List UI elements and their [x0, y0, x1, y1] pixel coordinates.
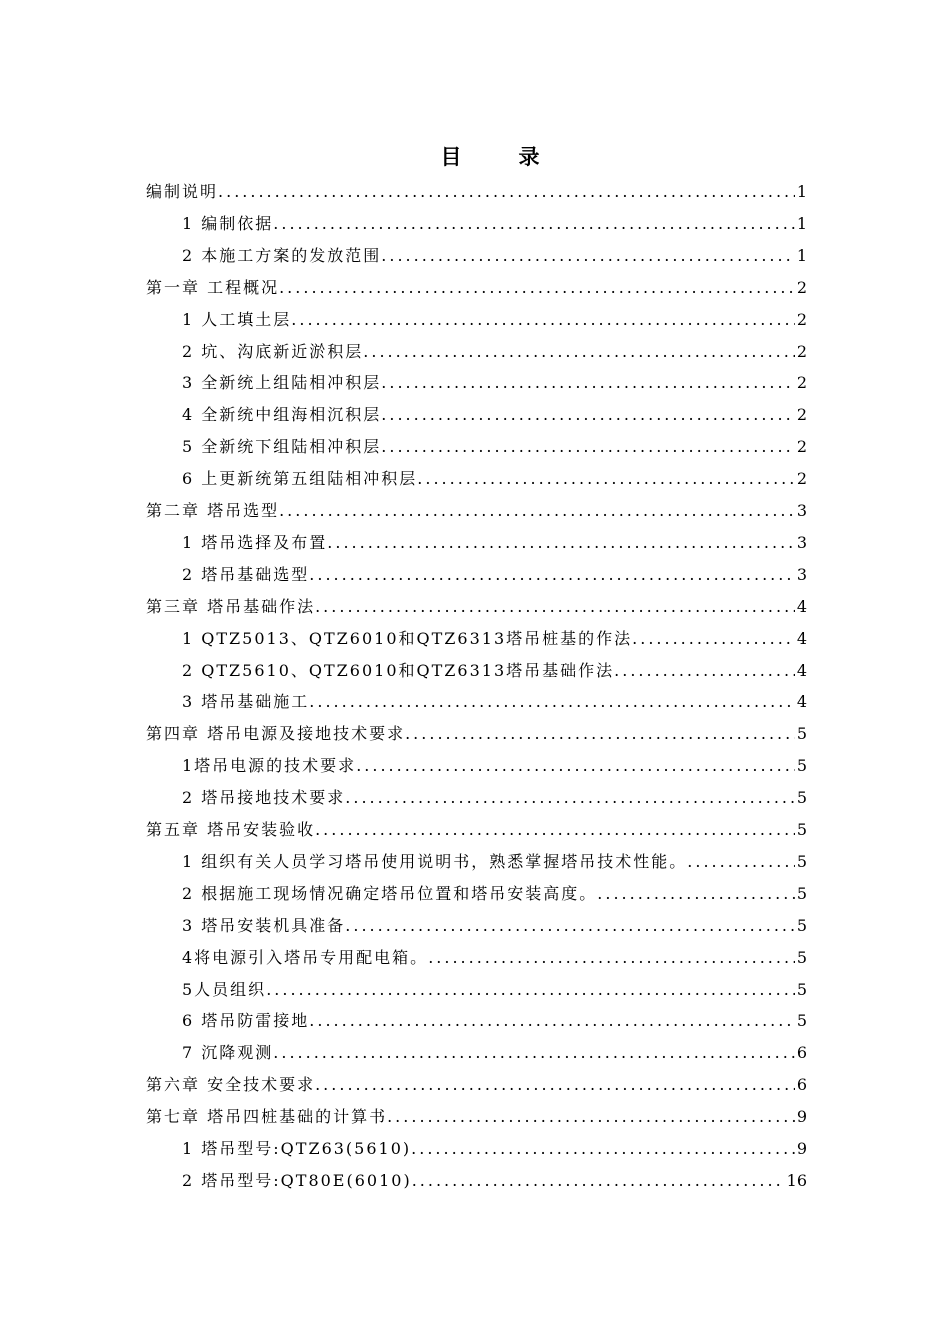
toc-dot-leader [614, 661, 795, 681]
toc-entry-page-number: 5 [796, 979, 807, 999]
toc-entry-label: 3 塔吊基础施工 [182, 692, 310, 712]
toc-dot-leader [327, 533, 795, 553]
toc-entry[interactable] [182, 750, 807, 782]
toc-entry-label: 3 全新统上组陆相冲积层 [182, 373, 382, 393]
toc-entry[interactable] [146, 1069, 807, 1101]
toc-entry-label: 2 QTZ5610、QTZ6010和QTZ6313塔吊基础作法 [182, 660, 615, 680]
toc-entry[interactable] [182, 559, 807, 591]
toc-entry-label: 4将电源引入塔吊专用配电箱。 [182, 947, 429, 967]
toc-entry[interactable] [182, 431, 807, 463]
toc-dot-leader [381, 437, 795, 457]
toc-entry[interactable] [146, 495, 807, 527]
toc-entry-page-number: 1 [796, 213, 807, 233]
toc-entry[interactable] [182, 399, 807, 431]
toc-entry-label: 第七章 塔吊四桩基础的计算书 [146, 1107, 388, 1127]
toc-dot-leader [218, 182, 795, 202]
toc-entry[interactable] [182, 1165, 807, 1197]
toc-dot-leader [405, 724, 795, 744]
toc-entry-page-number: 2 [796, 341, 807, 361]
toc-dot-leader [387, 1107, 795, 1127]
toc-dot-leader [345, 788, 795, 808]
toc-entry-label: 2 根据施工现场情况确定塔吊位置和塔吊安装高度。 [182, 883, 598, 903]
toc-entry-page-number: 5 [796, 1011, 807, 1031]
toc-dot-leader [597, 884, 795, 904]
toc-entry-label: 6 上更新统第五组陆相冲积层 [182, 469, 418, 489]
toc-dot-leader [279, 501, 795, 521]
toc-dot-leader [363, 342, 795, 362]
toc-dot-leader [687, 852, 795, 872]
toc-entry-page-number: 4 [796, 692, 807, 712]
toc-entry-page-number: 2 [796, 277, 807, 297]
toc-entry-label: 1塔吊电源的技术要求 [182, 756, 357, 776]
toc-entry-page-number: 2 [796, 469, 807, 489]
toc-entry-label: 7 沉降观测 [182, 1043, 274, 1063]
toc-dot-leader [291, 310, 795, 330]
toc-entry[interactable] [182, 942, 807, 974]
toc-entry-label: 2 坑、沟底新近淤积层 [182, 341, 364, 361]
toc-entry[interactable] [146, 814, 807, 846]
toc-entry-label: 5人员组织 [182, 979, 267, 999]
toc-entry[interactable] [182, 1133, 807, 1165]
toc-entry-page-number: 5 [796, 851, 807, 871]
toc-entry-page-number: 5 [796, 788, 807, 808]
toc-entry-label: 2 塔吊接地技术要求 [182, 788, 346, 808]
toc-entry-page-number: 5 [796, 915, 807, 935]
toc-entry-page-number: 5 [796, 883, 807, 903]
toc-entry[interactable] [182, 846, 807, 878]
toc-entry-label: 第五章 塔吊安装验收 [146, 820, 316, 839]
toc-dot-leader [381, 246, 795, 266]
toc-entry-label: 第六章 安全技术要求 [146, 1075, 316, 1095]
toc-entry-label: 2 本施工方案的发放范围 [182, 245, 382, 265]
toc-entry[interactable] [182, 208, 807, 240]
toc-entry-page-number: 6 [796, 1043, 807, 1063]
toc-entry-label: 6 塔吊防雷接地 [182, 1011, 310, 1031]
toc-entry-label: 1 塔吊选择及布置 [182, 532, 328, 552]
toc-entry[interactable] [182, 1037, 807, 1069]
toc-entry-label: 1 QTZ5013、QTZ6010和QTZ6313塔吊桩基的作法 [182, 628, 633, 648]
toc-dot-leader [345, 916, 795, 936]
toc-entry[interactable] [182, 686, 807, 718]
toc-entry-page-number: 5 [796, 947, 807, 967]
toc-entry-page-number: 2 [796, 405, 807, 425]
toc-entry-label: 5 全新统下组陆相冲积层 [182, 437, 382, 457]
toc-entry-page-number: 5 [796, 820, 807, 839]
toc-entry-page-number: 5 [796, 724, 807, 744]
toc-dot-leader [381, 373, 795, 393]
toc-entry[interactable] [182, 367, 807, 399]
toc-entry-page-number: 2 [796, 309, 807, 329]
toc-entry-page-number: 3 [796, 501, 807, 520]
toc-entry[interactable] [182, 910, 807, 942]
toc-entry[interactable] [182, 878, 807, 910]
toc-dot-leader [273, 214, 795, 234]
toc-dot-leader [309, 692, 795, 712]
toc-dot-leader [356, 756, 795, 776]
toc-entry[interactable] [182, 336, 807, 368]
toc-entry-label: 4 全新统中组海相沉积层 [182, 405, 382, 425]
toc-dot-leader [632, 629, 795, 649]
toc-dot-leader [309, 1011, 795, 1031]
toc-entry[interactable] [182, 782, 807, 814]
toc-entry[interactable] [146, 1101, 807, 1133]
toc-entry-label: 2 塔吊基础选型 [182, 564, 310, 584]
toc-entry-page-number: 2 [796, 437, 807, 457]
toc-entry[interactable] [182, 623, 807, 655]
toc-entry-page-number: 1 [796, 245, 807, 265]
toc-entry[interactable] [182, 1005, 807, 1037]
toc-entry-page-number: 3 [796, 564, 807, 584]
toc-dot-leader [412, 1171, 785, 1191]
toc-entry-label: 第二章 塔吊选型 [146, 501, 280, 520]
toc-entry[interactable] [182, 463, 807, 495]
toc-entry-page-number: 1 [796, 182, 807, 201]
toc-entry[interactable] [146, 272, 807, 304]
toc-entry-label: 第四章 塔吊电源及接地技术要求 [146, 724, 406, 744]
toc-dot-leader [315, 820, 795, 840]
toc-dot-leader [428, 948, 795, 968]
toc-title: 目 录 [440, 145, 558, 169]
toc-entry[interactable] [146, 718, 807, 750]
toc-dot-leader [273, 1043, 795, 1063]
toc-dot-leader [309, 565, 795, 585]
toc-dot-leader [381, 405, 795, 425]
toc-dot-leader [315, 1075, 795, 1095]
toc-entry[interactable] [182, 304, 807, 336]
toc-entry-page-number: 16 [786, 1170, 807, 1190]
toc-entry-label: 1 编制依据 [182, 213, 274, 233]
toc-entry-label: 1 组织有关人员学习塔吊使用说明书，熟悉掌握塔吊技术性能。 [182, 851, 688, 871]
toc-dot-leader [266, 980, 795, 1000]
toc-dot-leader [411, 1139, 795, 1159]
toc-entry-page-number: 9 [796, 1139, 807, 1158]
toc-entry-page-number: 2 [796, 373, 807, 393]
toc-entry-page-number: 6 [796, 1075, 807, 1095]
toc-entry[interactable] [182, 240, 807, 272]
toc-entry[interactable] [182, 974, 807, 1006]
toc-entry-label: 1 人工填土层 [182, 309, 292, 329]
toc-entry-label: 1 塔吊型号:QTZ63(5610) [182, 1139, 412, 1158]
toc-entry-page-number: 4 [796, 660, 807, 680]
toc-entry[interactable] [182, 527, 807, 559]
toc-entry[interactable] [146, 176, 807, 208]
toc-entry-label: 第三章 塔吊基础作法 [146, 596, 316, 616]
toc-dot-leader [315, 597, 795, 617]
toc-entry-label: 2 塔吊型号:QT80E(6010) [182, 1170, 412, 1190]
toc-entry[interactable] [182, 655, 807, 687]
toc-entry-label: 3 塔吊安装机具准备 [182, 915, 346, 935]
toc-entry-page-number: 4 [796, 596, 807, 616]
toc-entry-page-number: 4 [796, 628, 807, 648]
toc-entry[interactable] [146, 591, 807, 623]
toc-entry-page-number: 5 [796, 756, 807, 776]
toc-entry-page-number: 3 [796, 532, 807, 552]
toc-dot-leader [279, 278, 795, 298]
toc-entry-label: 第一章 工程概况 [146, 277, 280, 297]
toc-dot-leader [417, 469, 795, 489]
toc-entry-page-number: 9 [796, 1107, 807, 1127]
toc-entry-label: 编制说明 [146, 182, 219, 201]
